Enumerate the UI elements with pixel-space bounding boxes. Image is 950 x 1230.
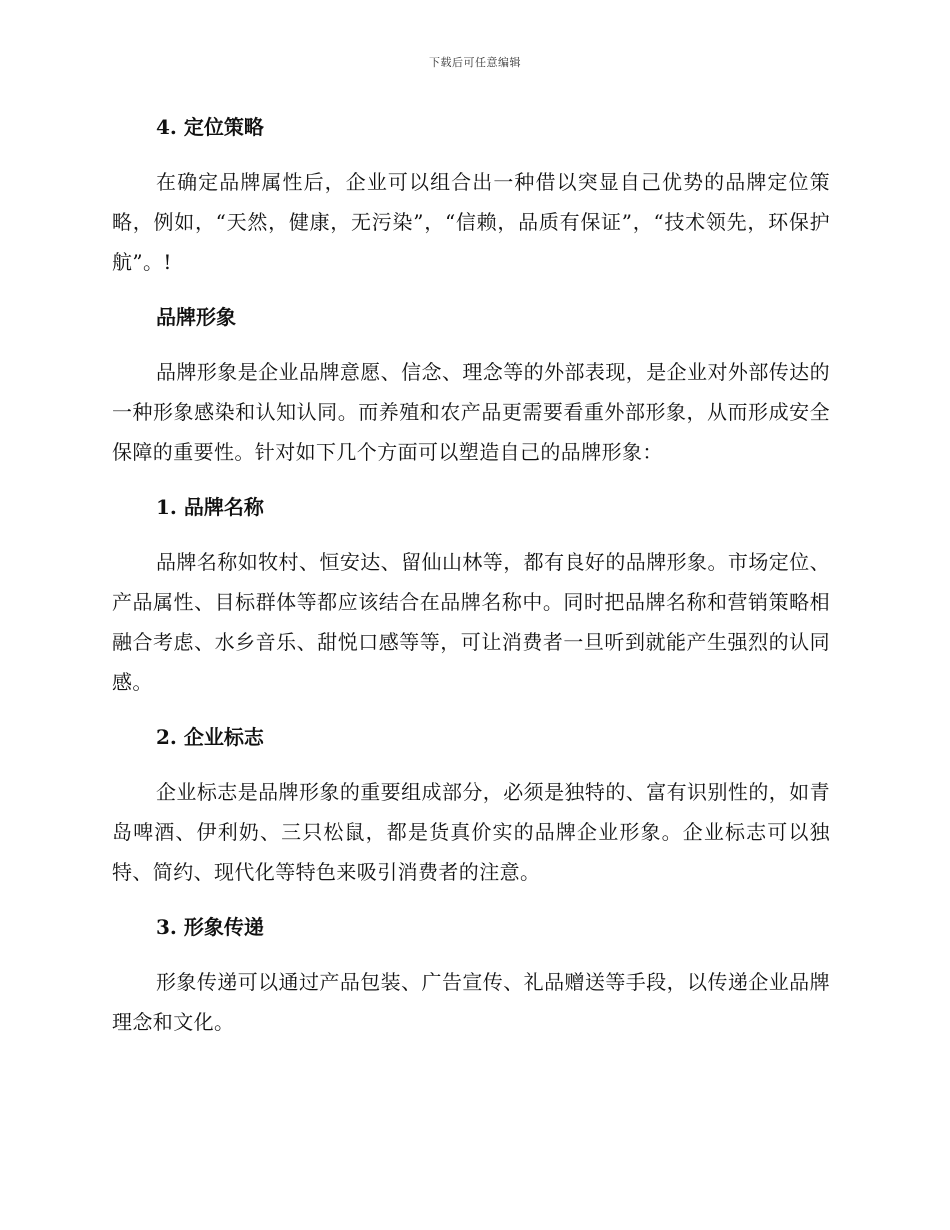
section-heading-company-logo: 2. 企业标志 bbox=[156, 725, 264, 749]
section-paragraph-brand-name: 品牌名称如牧村、恒安达、留仙山林等，都有良好的品牌形象。市场定位、产品属性、目标群体等都应该结合在品牌名称中。同时把品牌名称和营销策略相融合考虑、水乡音乐、甜悦口感等等，可让消费者一旦听到就能产生强烈的认同感。 bbox=[112, 550, 830, 694]
section-heading-brand-image: 品牌形象 bbox=[156, 305, 236, 329]
section-paragraph-company-logo: 企业标志是品牌形象的重要组成部分，必须是独特的、富有识别性的，如青岛啤酒、伊利奶、三只松鼠，都是货真价实的品牌企业形象。企业标志可以独特、简约、现代化等特色来吸引消费者的注意。 bbox=[112, 780, 830, 884]
page-header-note: 下载后可任意编辑 bbox=[429, 56, 521, 69]
section-paragraph-image-delivery: 形象传递可以通过产品包装、广告宣传、礼品赠送等手段，以传递企业品牌理念和文化。 bbox=[112, 970, 830, 1034]
section-paragraph-brand-image: 品牌形象是企业品牌意愿、信念、理念等的外部表现，是企业对外部传达的一种形象感染和认知认同。而养殖和农产品更需要看重外部形象，从而形成安全保障的重要性。针对如下几个方面可以塑造自己的品牌形象： bbox=[112, 360, 830, 464]
section-heading-positioning-strategy: 4. 定位策略 bbox=[156, 115, 264, 139]
section-heading-brand-name: 1. 品牌名称 bbox=[156, 495, 264, 519]
section-heading-image-delivery: 3. 形象传递 bbox=[156, 915, 264, 939]
document-body bbox=[112, 107, 830, 1042]
section-paragraph-positioning-strategy: 在确定品牌属性后，企业可以组合出一种借以突显自己优势的品牌定位策略，例如，“天然，健康，无污染”，“信赖，品质有保证”，“技术领先，环保护航”。! bbox=[112, 170, 830, 274]
